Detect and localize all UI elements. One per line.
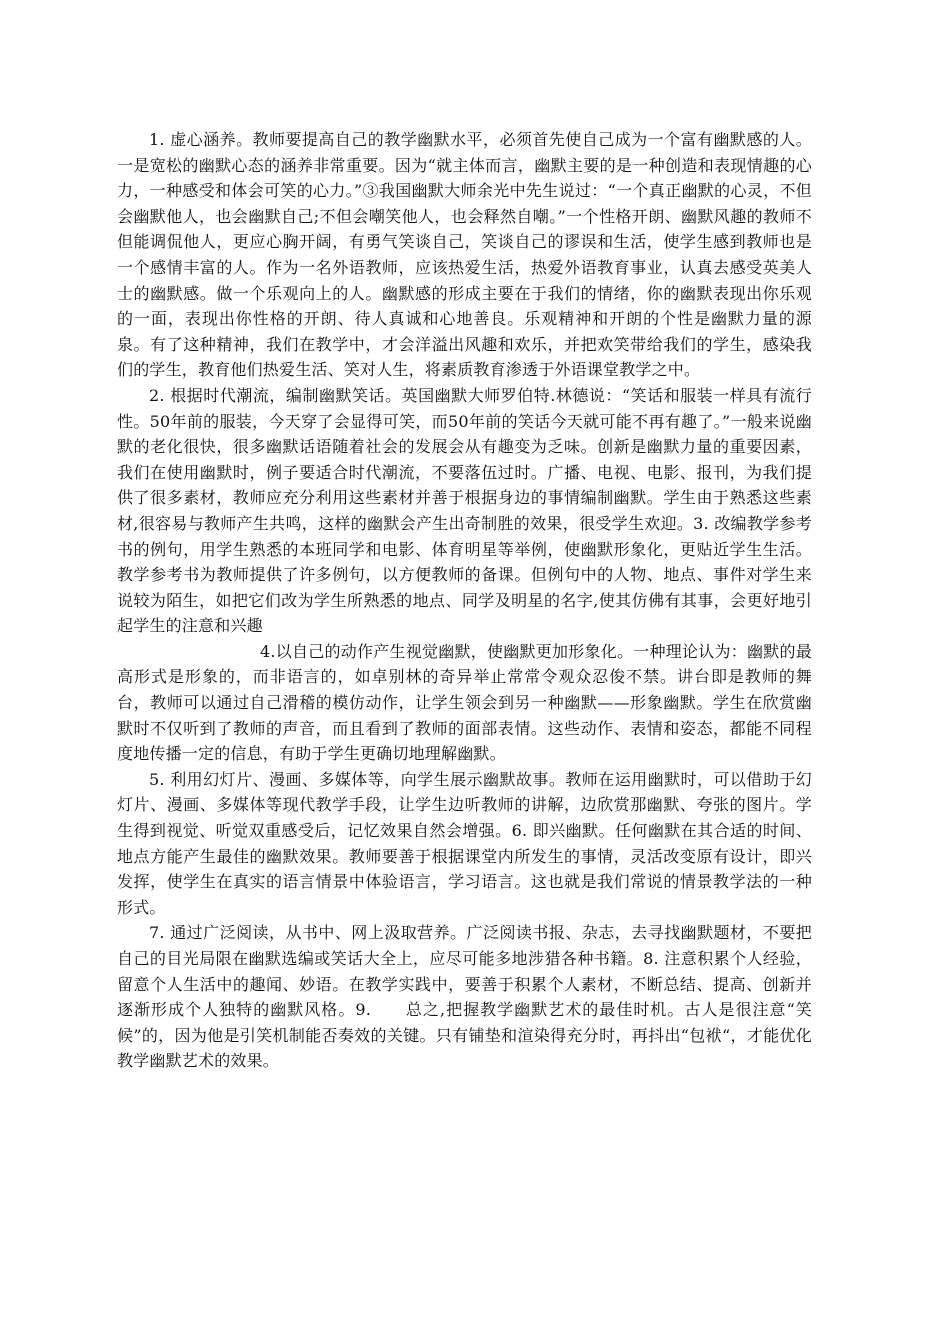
paragraph-2: 2. 根据时代潮流，编制幽默笑话。英国幽默大师罗伯特.林德说：“笑话和服装一样具有流行性。50年前的服装，今天穿了会显得可笑，而50年前的笑话今天就可能不再有趣了。”一般来说幽默的老化很快，很多幽默话语随着社会的发展会从有趣变为乏味。创新是幽默力量的重要因素，我们在使用幽默时，例子要适合时代潮流，不要落伍过时。广播、电视、电影、报刊，为我们提供了很多素材，教师应充分利用这些素材并善于根据身边的事情编制幽默。学生由于熟悉这些素材,很容易与教师产生共鸣，这样的幽默会产生出奇制胜的效果，很受学生欢迎。3. 改编教学参考书的例句，用学生熟悉的本班同学和电影、体育明星等举例，使幽默形象化，更贴近学生生活。教学参考书为教师提供了许多例句，以方便教师的备课。但例句中的人物、地点、事件对学生来说较为陌生，如把它们改为学生所熟悉的地点、同学及明星的名字,使其仿佛有其事，会更好地引起学生的注意和兴趣 <box>117 385 812 636</box>
paragraph-1: 1. 虚心涵养。教师要提高自己的教学幽默水平，必须首先使自己成为一个富有幽默感的人。一是宽松的幽默心态的涵养非常重要。因为“就主体而言，幽默主要的是一种创造和表现情趣的心力，一种感受和体会可笑的心力。”③我国幽默大师余光中先生说过：“一个真正幽默的心灵，不但会幽默他人，也会幽默自己;不但会嘲笑他人，也会释然自嘲。”一个性格开朗、幽默风趣的教师不但能调侃他人，更应心胸开阔，有勇气笑谈自己，笑谈自己的谬误和生活，使学生感到教师也是一个感情丰富的人。作为一名外语教师，应该热爱生活，热爱外语教育事业，认真去感受英美人士的幽默感。做一个乐观向上的人。幽默感的形成主要在于我们的情绪，你的幽默表现出你乐观的一面，表现出你性格的开朗、待人真诚和心地善良。乐观精神和开朗的个性是幽默力量的源泉。有了这种精神，我们在教学中，才会洋溢出风趣和欢乐，并把欢笑带给我们的学生，感染我们的学生，教育他们热爱生活、笑对人生，将素质教育渗透于外语课堂教学之中。 <box>117 130 812 380</box>
document-page <box>117 127 812 1074</box>
paragraph-4: 5. 利用幻灯片、漫画、多媒体等，向学生展示幽默故事。教师在运用幽默时，可以借助于幻灯片、漫画、多媒体等现代教学手段，让学生边听教师的讲解，边欣赏那幽默、夸张的图片。学生得到视觉、听觉双重感受后，记忆效果自然会增强。6. 即兴幽默。任何幽默在其合适的时间、地点方能产生最佳的幽默效果。教师要善于根据课堂内所发生的事情，灵活改变原有设计，即兴发挥，使学生在真实的语言情景中体验语言，学习语言。这也就是我们常说的情景教学法的一种形式。 <box>117 769 812 917</box>
paragraph-3: 4.以自己的动作产生视觉幽默，使幽默更加形象化。一种理论认为：幽默的最高形式是形象的，而非语言的，如卓别林的奇异举止常常令观众忍俊不禁。讲台即是教师的舞台，教师可以通过自己滑稽的模仿动作，让学生领会到另一种幽默——形象幽默。学生在欣赏幽默时不仅听到了教师的声音，而且看到了教师的面部表情。这些动作、表情和姿态，都能不同程度地传播一定的信息，有助于学生更确切地理解幽默。 <box>117 641 812 764</box>
paragraph-5: 7. 通过广泛阅读，从书中、网上汲取营养。广泛阅读书报、杂志，去寻找幽默题材，不要把自己的目光局限在幽默选编或笑话大全上，应尽可能多地涉猎各种书籍。8. 注意积累个人经验，留意个人生活中的趣闻、妙语。在教学实践中，要善于积累个人素材，不断总结、提高、创新并逐渐形成个人独特的幽默风格。9. 总之,把握教学幽默艺术的最佳时机。古人是很注意“笑候”的，因为他是引笑机制能否奏效的关键。只有铺垫和渲染得充分时，再抖出“包袱“，才能优化教学幽默艺术的效果。 <box>117 923 812 1071</box>
